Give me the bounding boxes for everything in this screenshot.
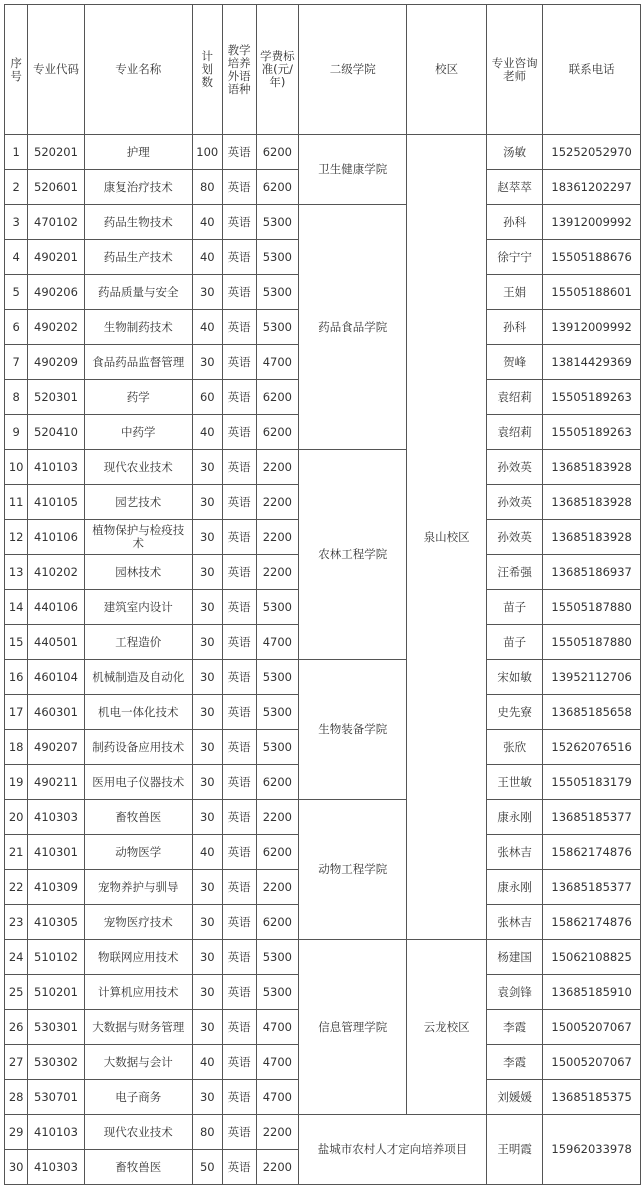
cell-plan: 40	[192, 310, 222, 345]
cell-name: 中药学	[84, 415, 192, 450]
cell-code: 470102	[28, 205, 84, 240]
cell-teacher: 张欣	[486, 730, 542, 765]
cell-name: 药品生产技术	[84, 240, 192, 275]
cell-campus: 泉山校区	[407, 135, 487, 940]
cell-name: 建筑室内设计	[84, 590, 192, 625]
cell-college: 药品食品学院	[299, 205, 407, 450]
cell-no: 24	[5, 940, 28, 975]
cell-plan: 30	[192, 1080, 222, 1115]
cell-tel: 15005207067	[543, 1010, 641, 1045]
cell-fee: 6200	[256, 380, 298, 415]
cell-fee: 2200	[256, 800, 298, 835]
cell-no: 6	[5, 310, 28, 345]
cell-teacher: 苗子	[486, 590, 542, 625]
table-body	[5, 135, 641, 1185]
cell-plan: 40	[192, 240, 222, 275]
cell-no: 5	[5, 275, 28, 310]
cell-no: 2	[5, 170, 28, 205]
cell-tel: 13685185375	[543, 1080, 641, 1115]
cell-fee: 4700	[256, 625, 298, 660]
cell-plan: 100	[192, 135, 222, 170]
cell-lang: 英语	[222, 835, 256, 870]
cell-no: 19	[5, 765, 28, 800]
cell-teacher: 张林吉	[486, 835, 542, 870]
cell-tel: 13912009992	[543, 205, 641, 240]
cell-no: 25	[5, 975, 28, 1010]
cell-plan: 30	[192, 345, 222, 380]
cell-plan: 30	[192, 660, 222, 695]
cell-name: 药品质量与安全	[84, 275, 192, 310]
cell-no: 11	[5, 485, 28, 520]
cell-teacher: 孙效英	[486, 485, 542, 520]
cell-no: 4	[5, 240, 28, 275]
cell-lang: 英语	[222, 870, 256, 905]
cell-college: 卫生健康学院	[299, 135, 407, 205]
cell-teacher: 汤敏	[486, 135, 542, 170]
cell-name: 现代农业技术	[84, 1115, 192, 1150]
cell-no: 17	[5, 695, 28, 730]
cell-name: 食品药品监督管理	[84, 345, 192, 380]
cell-fee: 2200	[256, 450, 298, 485]
cell-code: 460104	[28, 660, 84, 695]
cell-tel: 15505189263	[543, 415, 641, 450]
cell-no: 30	[5, 1150, 28, 1185]
cell-tel: 15062108825	[543, 940, 641, 975]
cell-lang: 英语	[222, 135, 256, 170]
cell-tel: 15862174876	[543, 905, 641, 940]
cell-name: 动物医学	[84, 835, 192, 870]
cell-name: 园艺技术	[84, 485, 192, 520]
cell-name: 园林技术	[84, 555, 192, 590]
cell-plan: 80	[192, 170, 222, 205]
cell-plan: 40	[192, 415, 222, 450]
cell-lang: 英语	[222, 905, 256, 940]
cell-name: 宠物医疗技术	[84, 905, 192, 940]
cell-teacher: 王世敏	[486, 765, 542, 800]
cell-lang: 英语	[222, 590, 256, 625]
cell-no: 13	[5, 555, 28, 590]
cell-no: 8	[5, 380, 28, 415]
cell-tel: 15505188676	[543, 240, 641, 275]
header-code: 专业代码	[28, 5, 84, 135]
cell-fee: 5300	[256, 660, 298, 695]
cell-name: 计算机应用技术	[84, 975, 192, 1010]
cell-name: 药学	[84, 380, 192, 415]
cell-no: 23	[5, 905, 28, 940]
table-row	[5, 940, 641, 975]
cell-lang: 英语	[222, 940, 256, 975]
cell-lang: 英语	[222, 205, 256, 240]
cell-campus: 云龙校区	[407, 940, 487, 1115]
header-plan: 计划数	[192, 5, 222, 135]
cell-no: 29	[5, 1115, 28, 1150]
cell-tel: 18361202297	[543, 170, 641, 205]
cell-plan: 30	[192, 555, 222, 590]
cell-code: 410106	[28, 520, 84, 555]
cell-teacher: 苗子	[486, 625, 542, 660]
cell-name: 畜牧兽医	[84, 1150, 192, 1185]
table-row	[5, 450, 641, 485]
cell-lang: 英语	[222, 730, 256, 765]
cell-code: 510201	[28, 975, 84, 1010]
cell-college: 农林工程学院	[299, 450, 407, 660]
cell-fee: 5300	[256, 975, 298, 1010]
cell-fee: 5300	[256, 310, 298, 345]
table-row	[5, 205, 641, 240]
cell-fee: 6200	[256, 135, 298, 170]
cell-fee: 2200	[256, 555, 298, 590]
cell-name: 生物制药技术	[84, 310, 192, 345]
cell-teacher: 袁绍莉	[486, 380, 542, 415]
cell-teacher: 康永刚	[486, 800, 542, 835]
cell-plan: 30	[192, 695, 222, 730]
cell-code: 410103	[28, 1115, 84, 1150]
cell-lang: 英语	[222, 1010, 256, 1045]
cell-tel: 15505189263	[543, 380, 641, 415]
cell-name: 畜牧兽医	[84, 800, 192, 835]
cell-code: 530301	[28, 1010, 84, 1045]
cell-teacher: 李霞	[486, 1010, 542, 1045]
cell-code: 490202	[28, 310, 84, 345]
cell-plan: 30	[192, 625, 222, 660]
cell-name: 机电一体化技术	[84, 695, 192, 730]
cell-college: 信息管理学院	[299, 940, 407, 1115]
cell-no: 20	[5, 800, 28, 835]
cell-code: 520201	[28, 135, 84, 170]
header-lang: 教学培养外语语种	[222, 5, 256, 135]
cell-lang: 英语	[222, 625, 256, 660]
cell-lang: 英语	[222, 240, 256, 275]
header-no: 序号	[5, 5, 28, 135]
cell-no: 1	[5, 135, 28, 170]
cell-code: 490201	[28, 240, 84, 275]
cell-teacher: 袁绍莉	[486, 415, 542, 450]
cell-code: 410202	[28, 555, 84, 590]
cell-teacher: 汪希强	[486, 555, 542, 590]
cell-fee: 4700	[256, 1080, 298, 1115]
cell-tel: 13685186937	[543, 555, 641, 590]
cell-tel: 15505187880	[543, 590, 641, 625]
cell-name: 机械制造及自动化	[84, 660, 192, 695]
cell-lang: 英语	[222, 975, 256, 1010]
cell-fee: 2200	[256, 485, 298, 520]
cell-teacher: 李霞	[486, 1045, 542, 1080]
cell-lang: 英语	[222, 520, 256, 555]
cell-plan: 30	[192, 730, 222, 765]
cell-lang: 英语	[222, 1080, 256, 1115]
cell-name: 物联网应用技术	[84, 940, 192, 975]
cell-code: 410303	[28, 1150, 84, 1185]
cell-fee: 4700	[256, 1010, 298, 1045]
table-row	[5, 660, 641, 695]
cell-lang: 英语	[222, 660, 256, 695]
cell-lang: 英语	[222, 310, 256, 345]
cell-name: 护理	[84, 135, 192, 170]
cell-code: 520410	[28, 415, 84, 450]
table-row	[5, 135, 641, 170]
cell-tel: 13814429369	[543, 345, 641, 380]
cell-name: 宠物养护与驯导	[84, 870, 192, 905]
cell-code: 490211	[28, 765, 84, 800]
cell-no: 15	[5, 625, 28, 660]
cell-name: 大数据与会计	[84, 1045, 192, 1080]
cell-fee: 2200	[256, 520, 298, 555]
cell-name: 现代农业技术	[84, 450, 192, 485]
cell-fee: 5300	[256, 695, 298, 730]
cell-fee: 6200	[256, 905, 298, 940]
cell-name: 植物保护与检疫技术	[84, 520, 192, 555]
cell-code: 410301	[28, 835, 84, 870]
cell-plan: 30	[192, 450, 222, 485]
cell-teacher: 贺峰	[486, 345, 542, 380]
admissions-table	[4, 4, 641, 1185]
cell-lang: 英语	[222, 1115, 256, 1150]
cell-lang: 英语	[222, 765, 256, 800]
cell-teacher: 孙科	[486, 310, 542, 345]
cell-teacher: 孙效英	[486, 450, 542, 485]
cell-plan: 30	[192, 800, 222, 835]
cell-tel: 15262076516	[543, 730, 641, 765]
cell-teacher: 王明霞	[486, 1115, 542, 1185]
cell-plan: 30	[192, 590, 222, 625]
cell-fee: 5300	[256, 275, 298, 310]
cell-code: 490206	[28, 275, 84, 310]
cell-name: 电子商务	[84, 1080, 192, 1115]
cell-tel: 13685183928	[543, 520, 641, 555]
cell-lang: 英语	[222, 170, 256, 205]
cell-no: 14	[5, 590, 28, 625]
cell-name: 大数据与财务管理	[84, 1010, 192, 1045]
header-campus: 校区	[407, 5, 487, 135]
cell-no: 12	[5, 520, 28, 555]
cell-lang: 英语	[222, 1045, 256, 1080]
cell-code: 510102	[28, 940, 84, 975]
cell-code: 440501	[28, 625, 84, 660]
cell-teacher: 宋如敏	[486, 660, 542, 695]
cell-plan: 30	[192, 1010, 222, 1045]
cell-code: 530701	[28, 1080, 84, 1115]
cell-code: 410309	[28, 870, 84, 905]
cell-teacher: 史先寮	[486, 695, 542, 730]
cell-fee: 6200	[256, 415, 298, 450]
cell-plan: 60	[192, 380, 222, 415]
cell-plan: 30	[192, 485, 222, 520]
cell-lang: 英语	[222, 555, 256, 590]
header-tel: 联系电话	[543, 5, 641, 135]
cell-tel: 15252052970	[543, 135, 641, 170]
cell-name: 工程造价	[84, 625, 192, 660]
cell-fee: 5300	[256, 205, 298, 240]
cell-name: 康复治疗技术	[84, 170, 192, 205]
cell-code: 520601	[28, 170, 84, 205]
header-college: 二级学院	[299, 5, 407, 135]
cell-code: 410303	[28, 800, 84, 835]
cell-lang: 英语	[222, 485, 256, 520]
cell-code: 410105	[28, 485, 84, 520]
cell-no: 22	[5, 870, 28, 905]
cell-lang: 英语	[222, 800, 256, 835]
cell-no: 9	[5, 415, 28, 450]
cell-no: 18	[5, 730, 28, 765]
cell-tel: 15862174876	[543, 835, 641, 870]
table-row	[5, 1115, 641, 1150]
cell-fee: 5300	[256, 730, 298, 765]
cell-fee: 6200	[256, 765, 298, 800]
header-row	[5, 5, 641, 135]
cell-college: 生物装备学院	[299, 660, 407, 800]
cell-plan: 30	[192, 940, 222, 975]
cell-tel: 15962033978	[543, 1115, 641, 1185]
cell-fee: 5300	[256, 940, 298, 975]
cell-no: 21	[5, 835, 28, 870]
cell-lang: 英语	[222, 415, 256, 450]
cell-teacher: 袁剑锋	[486, 975, 542, 1010]
cell-fee: 6200	[256, 835, 298, 870]
cell-fee: 6200	[256, 170, 298, 205]
cell-tel: 15505187880	[543, 625, 641, 660]
cell-code: 490207	[28, 730, 84, 765]
cell-teacher: 徐宁宁	[486, 240, 542, 275]
cell-tel: 15005207067	[543, 1045, 641, 1080]
cell-plan: 40	[192, 835, 222, 870]
header-teacher: 专业咨询老师	[486, 5, 542, 135]
cell-plan: 50	[192, 1150, 222, 1185]
header-fee: 学费标准(元/年)	[256, 5, 298, 135]
cell-fee: 2200	[256, 1115, 298, 1150]
cell-tel: 13685185910	[543, 975, 641, 1010]
cell-lang: 英语	[222, 380, 256, 415]
cell-plan: 30	[192, 905, 222, 940]
cell-fee: 2200	[256, 870, 298, 905]
cell-teacher: 刘媛媛	[486, 1080, 542, 1115]
cell-no: 26	[5, 1010, 28, 1045]
cell-plan: 80	[192, 1115, 222, 1150]
cell-code: 410103	[28, 450, 84, 485]
cell-special-project: 盐城市农村人才定向培养项目	[299, 1115, 487, 1185]
cell-name: 制药设备应用技术	[84, 730, 192, 765]
cell-lang: 英语	[222, 275, 256, 310]
cell-name: 医用电子仪器技术	[84, 765, 192, 800]
cell-tel: 13685185377	[543, 800, 641, 835]
cell-no: 3	[5, 205, 28, 240]
cell-no: 10	[5, 450, 28, 485]
cell-plan: 30	[192, 275, 222, 310]
cell-plan: 30	[192, 765, 222, 800]
cell-fee: 4700	[256, 345, 298, 380]
cell-tel: 15505188601	[543, 275, 641, 310]
header-name: 专业名称	[84, 5, 192, 135]
cell-code: 490209	[28, 345, 84, 380]
cell-teacher: 赵萃萃	[486, 170, 542, 205]
cell-tel: 15505183179	[543, 765, 641, 800]
cell-tel: 13685183928	[543, 450, 641, 485]
cell-tel: 13685185377	[543, 870, 641, 905]
cell-code: 440106	[28, 590, 84, 625]
cell-lang: 英语	[222, 1150, 256, 1185]
cell-lang: 英语	[222, 450, 256, 485]
cell-tel: 13685185658	[543, 695, 641, 730]
cell-fee: 5300	[256, 590, 298, 625]
cell-plan: 40	[192, 1045, 222, 1080]
cell-teacher: 王娟	[486, 275, 542, 310]
cell-teacher: 张林吉	[486, 905, 542, 940]
cell-plan: 30	[192, 870, 222, 905]
cell-tel: 13912009992	[543, 310, 641, 345]
cell-name: 药品生物技术	[84, 205, 192, 240]
cell-teacher: 孙科	[486, 205, 542, 240]
cell-lang: 英语	[222, 345, 256, 380]
cell-fee: 2200	[256, 1150, 298, 1185]
cell-code: 410305	[28, 905, 84, 940]
cell-code: 520301	[28, 380, 84, 415]
cell-no: 7	[5, 345, 28, 380]
cell-no: 27	[5, 1045, 28, 1080]
table-row	[5, 800, 641, 835]
cell-plan: 30	[192, 975, 222, 1010]
cell-plan: 40	[192, 205, 222, 240]
cell-plan: 30	[192, 520, 222, 555]
cell-lang: 英语	[222, 695, 256, 730]
cell-code: 460301	[28, 695, 84, 730]
cell-fee: 5300	[256, 240, 298, 275]
cell-no: 16	[5, 660, 28, 695]
cell-tel: 13952112706	[543, 660, 641, 695]
cell-teacher: 杨建国	[486, 940, 542, 975]
cell-tel: 13685183928	[543, 485, 641, 520]
cell-no: 28	[5, 1080, 28, 1115]
cell-fee: 4700	[256, 1045, 298, 1080]
cell-teacher: 康永刚	[486, 870, 542, 905]
cell-college: 动物工程学院	[299, 800, 407, 940]
cell-teacher: 孙效英	[486, 520, 542, 555]
cell-code: 530302	[28, 1045, 84, 1080]
